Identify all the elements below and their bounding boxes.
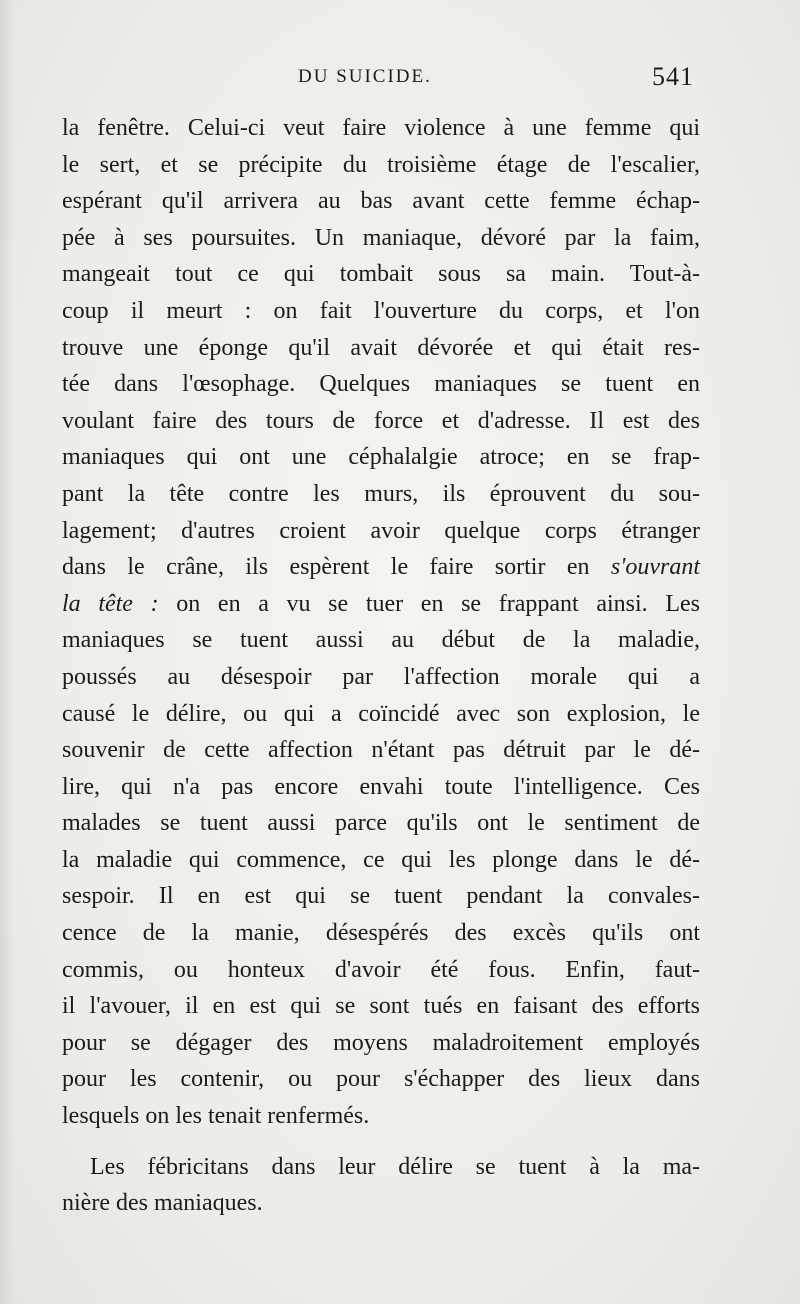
text-line: le sert, et se précipite du troisième étage de l'escalier, (62, 151, 700, 178)
page-gutter-shadow (0, 0, 14, 1304)
text-line (62, 549, 700, 586)
text-line: espérant qu'il arrivera au bas avant cette femme échap- (62, 188, 700, 215)
text-line: voulant faire des tours de force et d'adresse. Il est des (62, 407, 700, 434)
text-segment: on en a vu se tuer en se frappant ainsi. Les (176, 590, 700, 617)
running-title: DU SUICIDE. (298, 66, 432, 87)
text-line: coup il meurt : on fait l'ouverture du corps, et l'on (62, 297, 700, 324)
page-number: 541 (652, 62, 694, 91)
text-line: trouve une éponge qu'il avait dévorée et qui était res- (62, 334, 700, 361)
text-line (62, 586, 700, 623)
text-line: tée dans l'œsophage. Quelques maniaques se tuent en (62, 371, 700, 398)
text-line: pant la tête contre les murs, ils éprouvent du sou- (62, 480, 700, 507)
text-line: causé le délire, ou qui a coïncidé avec son explosion, le (62, 700, 700, 727)
text-line: pour les contenir, ou pour s'échapper des lieux dans (62, 1066, 700, 1093)
text-line: Les fébricitans dans leur délire se tuent à la ma- (90, 1153, 700, 1180)
text-line: maniaques se tuent aussi au début de la maladie, (62, 627, 700, 654)
text-line: lire, qui n'a pas encore envahi toute l'intelligence. Ces (62, 773, 700, 800)
text-line: pée à ses poursuites. Un maniaque, dévoré par la faim, (62, 224, 700, 251)
text-line: poussés au désespoir par l'affection morale qui a (62, 663, 700, 690)
text-line: commis, ou honteux d'avoir été fous. Enfin, faut- (62, 956, 700, 983)
text-line: lesquels on les tenait renfermés. (62, 1103, 370, 1130)
text-line: lagement; d'autres croient avoir quelque corps étranger (62, 517, 700, 544)
text-line: la fenêtre. Celui-ci veut faire violence à une femme qui (62, 115, 700, 141)
text-line: nière des maniaques. (62, 1190, 263, 1217)
text-line: pour se dégager des moyens maladroitement employés (62, 1029, 700, 1056)
body-text (62, 110, 700, 1222)
text-line: il l'avouer, il en est qui se sont tués en faisant des efforts (62, 993, 700, 1020)
running-head (0, 62, 800, 96)
text-line: maniaques qui ont une céphalalgie atroce; en se frap- (62, 444, 700, 471)
text-segment: dans le crâne, ils espèrent le faire sortir en (62, 554, 590, 581)
text-line: la maladie qui commence, ce qui les plonge dans le dé- (62, 846, 700, 873)
text-line: malades se tuent aussi parce qu'ils ont le sentiment de (62, 810, 700, 837)
italic-emphasis: la tête : (62, 590, 159, 617)
text-line: sespoir. Il en est qui se tuent pendant la convales- (62, 883, 700, 910)
italic-emphasis: s'ouvrant (610, 554, 700, 581)
text-line: mangeait tout ce qui tombait sous sa main. Tout-à- (62, 261, 700, 288)
text-line: souvenir de cette affection n'étant pas détruit par le dé- (62, 737, 700, 764)
text-line: cence de la manie, désespérés des excès qu'ils ont (62, 920, 700, 947)
